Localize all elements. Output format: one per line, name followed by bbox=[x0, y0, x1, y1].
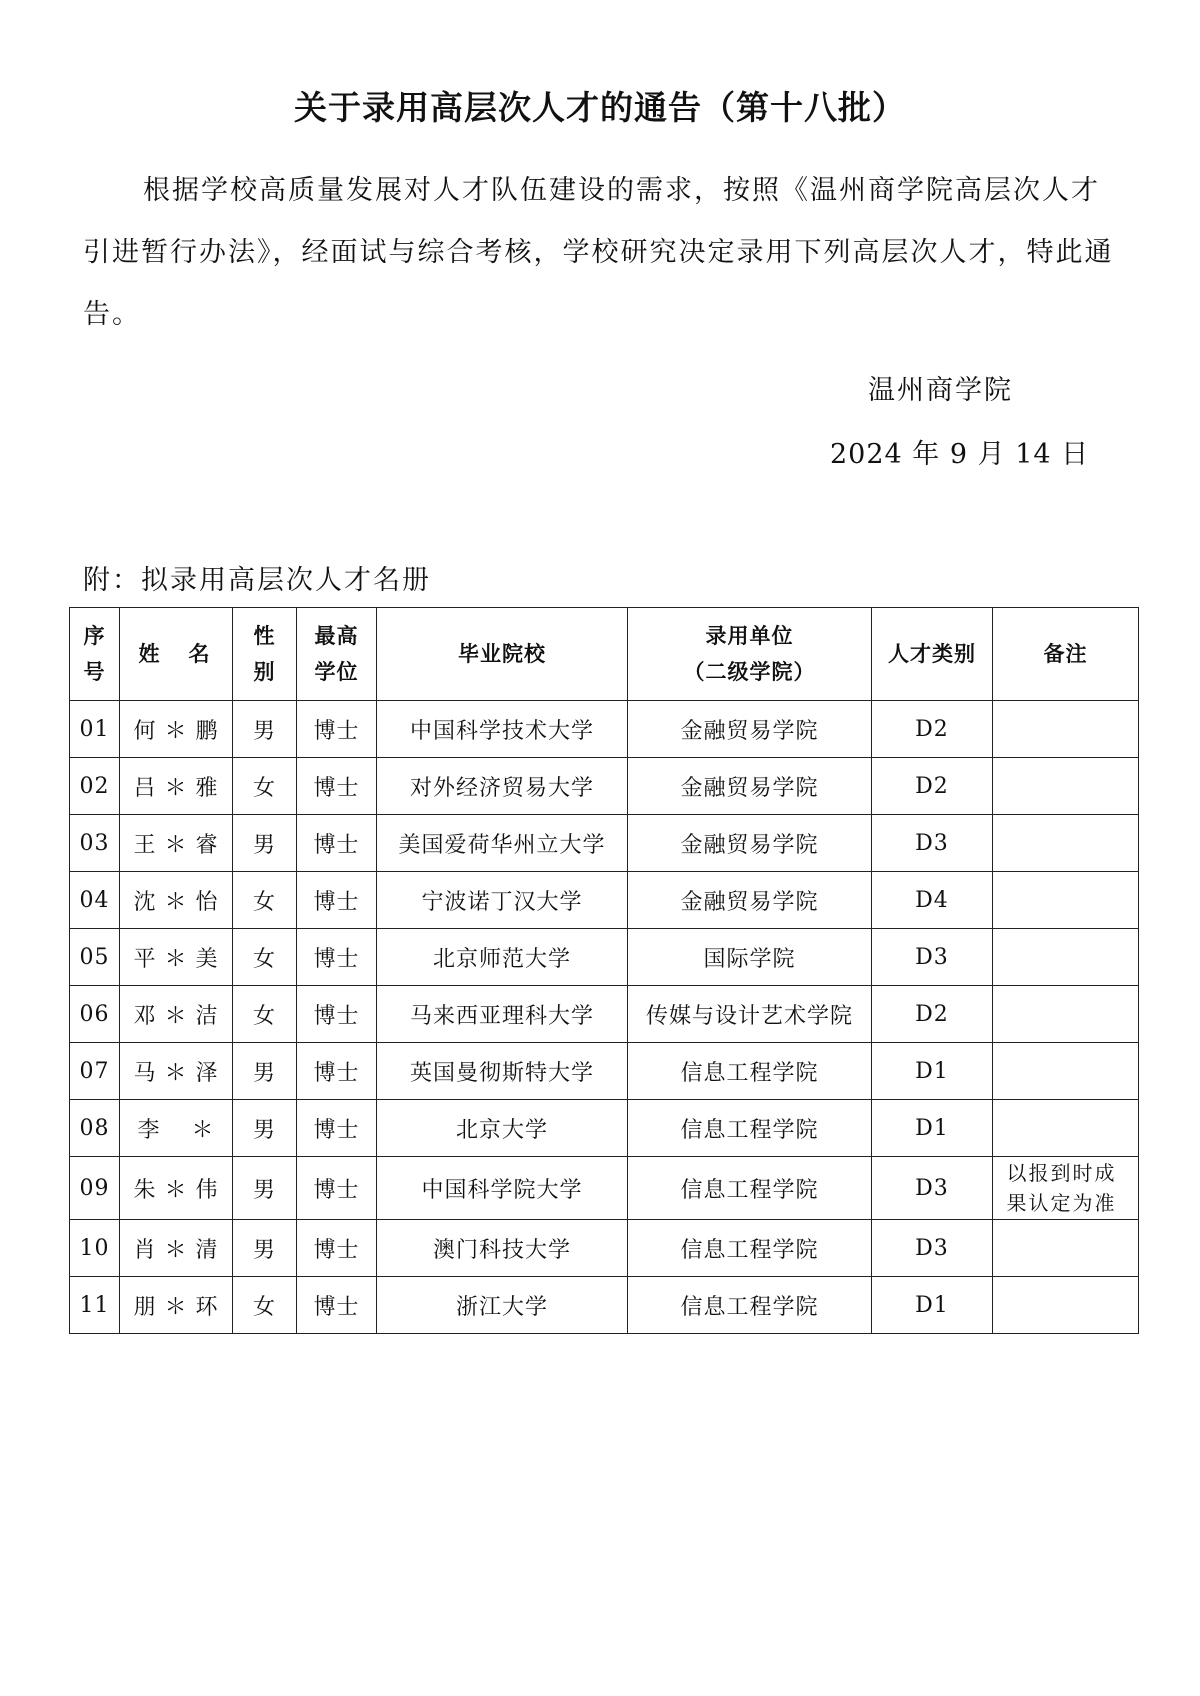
cell-degree: 博士 bbox=[297, 1220, 377, 1277]
cell-school: 美国爱荷华州立大学 bbox=[377, 815, 628, 872]
header-name: 姓 名 bbox=[120, 608, 233, 701]
cell-gender: 男 bbox=[233, 815, 297, 872]
cell-gender: 男 bbox=[233, 1043, 297, 1100]
cell-seq: 08 bbox=[70, 1100, 120, 1157]
table-row bbox=[70, 872, 1139, 929]
cell-degree: 博士 bbox=[297, 1043, 377, 1100]
cell-remark bbox=[993, 815, 1139, 872]
cell-gender: 男 bbox=[233, 1220, 297, 1277]
cell-seq: 04 bbox=[70, 872, 120, 929]
cell-category: D3 bbox=[872, 815, 993, 872]
cell-degree: 博士 bbox=[297, 1100, 377, 1157]
cell-category: D1 bbox=[872, 1043, 993, 1100]
talent-roster-table bbox=[69, 607, 1139, 1334]
cell-gender: 女 bbox=[233, 1277, 297, 1334]
cell-remark bbox=[993, 929, 1139, 986]
table-row bbox=[70, 815, 1139, 872]
cell-remark bbox=[993, 872, 1139, 929]
cell-school: 澳门科技大学 bbox=[377, 1220, 628, 1277]
cell-degree: 博士 bbox=[297, 701, 377, 758]
cell-school: 马来西亚理科大学 bbox=[377, 986, 628, 1043]
cell-name: 沈 ＊ 怡 bbox=[120, 872, 233, 929]
cell-seq: 05 bbox=[70, 929, 120, 986]
cell-school: 对外经济贸易大学 bbox=[377, 758, 628, 815]
cell-degree: 博士 bbox=[297, 929, 377, 986]
cell-category: D1 bbox=[872, 1100, 993, 1157]
notice-body: 根据学校高质量发展对人才队伍建设的需求，按照《温州商学院高层次人才引进暂行办法》，经面试与综合考核，学校研究决定录用下列高层次人才，特此通告。 bbox=[83, 175, 1114, 330]
cell-remark bbox=[993, 701, 1139, 758]
cell-unit: 信息工程学院 bbox=[628, 1100, 872, 1157]
cell-seq: 03 bbox=[70, 815, 120, 872]
cell-gender: 女 bbox=[233, 758, 297, 815]
cell-unit: 金融贸易学院 bbox=[628, 872, 872, 929]
cell-unit: 信息工程学院 bbox=[628, 1157, 872, 1220]
header-unit bbox=[628, 608, 872, 701]
cell-remark bbox=[993, 1157, 1139, 1220]
header-remark: 备注 bbox=[993, 608, 1139, 701]
cell-unit: 国际学院 bbox=[628, 929, 872, 986]
cell-gender: 女 bbox=[233, 872, 297, 929]
table-row bbox=[70, 986, 1139, 1043]
cell-unit: 金融贸易学院 bbox=[628, 758, 872, 815]
cell-name: 邓 ＊ 洁 bbox=[120, 986, 233, 1043]
header-school: 毕业院校 bbox=[377, 608, 628, 701]
table-body bbox=[70, 701, 1139, 1334]
cell-school: 浙江大学 bbox=[377, 1277, 628, 1334]
cell-school: 宁波诺丁汉大学 bbox=[377, 872, 628, 929]
table-row bbox=[70, 929, 1139, 986]
cell-gender: 女 bbox=[233, 986, 297, 1043]
cell-unit: 信息工程学院 bbox=[628, 1043, 872, 1100]
cell-remark bbox=[993, 1100, 1139, 1157]
cell-name: 吕 ＊ 雅 bbox=[120, 758, 233, 815]
cell-name: 平 ＊ 美 bbox=[120, 929, 233, 986]
cell-seq: 01 bbox=[70, 701, 120, 758]
cell-category: D3 bbox=[872, 1157, 993, 1220]
cell-category: D3 bbox=[872, 1220, 993, 1277]
cell-degree: 博士 bbox=[297, 986, 377, 1043]
remark-text: 以报到时成果认定为准 bbox=[1006, 1161, 1117, 1215]
table-row bbox=[70, 1157, 1139, 1220]
cell-degree: 博士 bbox=[297, 758, 377, 815]
cell-name: 马 ＊ 泽 bbox=[120, 1043, 233, 1100]
cell-unit: 传媒与设计艺术学院 bbox=[628, 986, 872, 1043]
cell-remark bbox=[993, 1277, 1139, 1334]
cell-degree: 博士 bbox=[297, 815, 377, 872]
cell-name: 肖 ＊ 清 bbox=[120, 1220, 233, 1277]
cell-school: 北京师范大学 bbox=[377, 929, 628, 986]
cell-name: 何 ＊ 鹏 bbox=[120, 701, 233, 758]
cell-unit: 信息工程学院 bbox=[628, 1220, 872, 1277]
cell-category: D2 bbox=[872, 986, 993, 1043]
cell-seq: 06 bbox=[70, 986, 120, 1043]
cell-remark bbox=[993, 1043, 1139, 1100]
cell-name: 朋 ＊ 环 bbox=[120, 1277, 233, 1334]
cell-unit: 金融贸易学院 bbox=[628, 701, 872, 758]
header-gender: 性别 bbox=[233, 608, 297, 701]
cell-degree: 博士 bbox=[297, 872, 377, 929]
page-title: 关于录用高层次人才的通告（第十八批） bbox=[294, 88, 906, 127]
table-row bbox=[70, 1043, 1139, 1100]
table-row bbox=[70, 1220, 1139, 1277]
cell-gender: 男 bbox=[233, 701, 297, 758]
cell-name: 李 ＊ bbox=[120, 1100, 233, 1157]
cell-category: D2 bbox=[872, 701, 993, 758]
cell-remark bbox=[993, 986, 1139, 1043]
cell-degree: 博士 bbox=[297, 1157, 377, 1220]
cell-school: 中国科学技术大学 bbox=[377, 701, 628, 758]
cell-school: 中国科学院大学 bbox=[377, 1157, 628, 1220]
header-category: 人才类别 bbox=[872, 608, 993, 701]
header-seq: 序号 bbox=[70, 608, 120, 701]
cell-category: D2 bbox=[872, 758, 993, 815]
cell-unit: 信息工程学院 bbox=[628, 1277, 872, 1334]
signer: 温州商学院 bbox=[868, 375, 1013, 406]
cell-name: 朱 ＊ 伟 bbox=[120, 1157, 233, 1220]
cell-school: 英国曼彻斯特大学 bbox=[377, 1043, 628, 1100]
table-row bbox=[70, 758, 1139, 815]
table-row bbox=[70, 701, 1139, 758]
table-row bbox=[70, 1100, 1139, 1157]
cell-gender: 男 bbox=[233, 1157, 297, 1220]
cell-unit: 金融贸易学院 bbox=[628, 815, 872, 872]
cell-seq: 07 bbox=[70, 1043, 120, 1100]
cell-school: 北京大学 bbox=[377, 1100, 628, 1157]
cell-seq: 02 bbox=[70, 758, 120, 815]
notice-date: 2024 年 9 月 14 日 bbox=[830, 439, 1090, 470]
header-unit-line2: （二级学院） bbox=[683, 660, 816, 684]
cell-gender: 男 bbox=[233, 1100, 297, 1157]
cell-category: D3 bbox=[872, 929, 993, 986]
cell-degree: 博士 bbox=[297, 1277, 377, 1334]
cell-seq: 09 bbox=[70, 1157, 120, 1220]
cell-seq: 10 bbox=[70, 1220, 120, 1277]
annex-title: 附：拟录用高层次人才名册 bbox=[83, 565, 431, 596]
cell-remark bbox=[993, 1220, 1139, 1277]
header-unit-line1: 录用单位 bbox=[705, 624, 794, 648]
cell-seq: 11 bbox=[70, 1277, 120, 1334]
cell-category: D1 bbox=[872, 1277, 993, 1334]
cell-category: D4 bbox=[872, 872, 993, 929]
table-row bbox=[70, 1277, 1139, 1334]
cell-gender: 女 bbox=[233, 929, 297, 986]
header-degree: 最高学位 bbox=[297, 608, 377, 701]
cell-remark bbox=[993, 758, 1139, 815]
table-header-row bbox=[70, 608, 1139, 701]
cell-name: 王 ＊ 睿 bbox=[120, 815, 233, 872]
